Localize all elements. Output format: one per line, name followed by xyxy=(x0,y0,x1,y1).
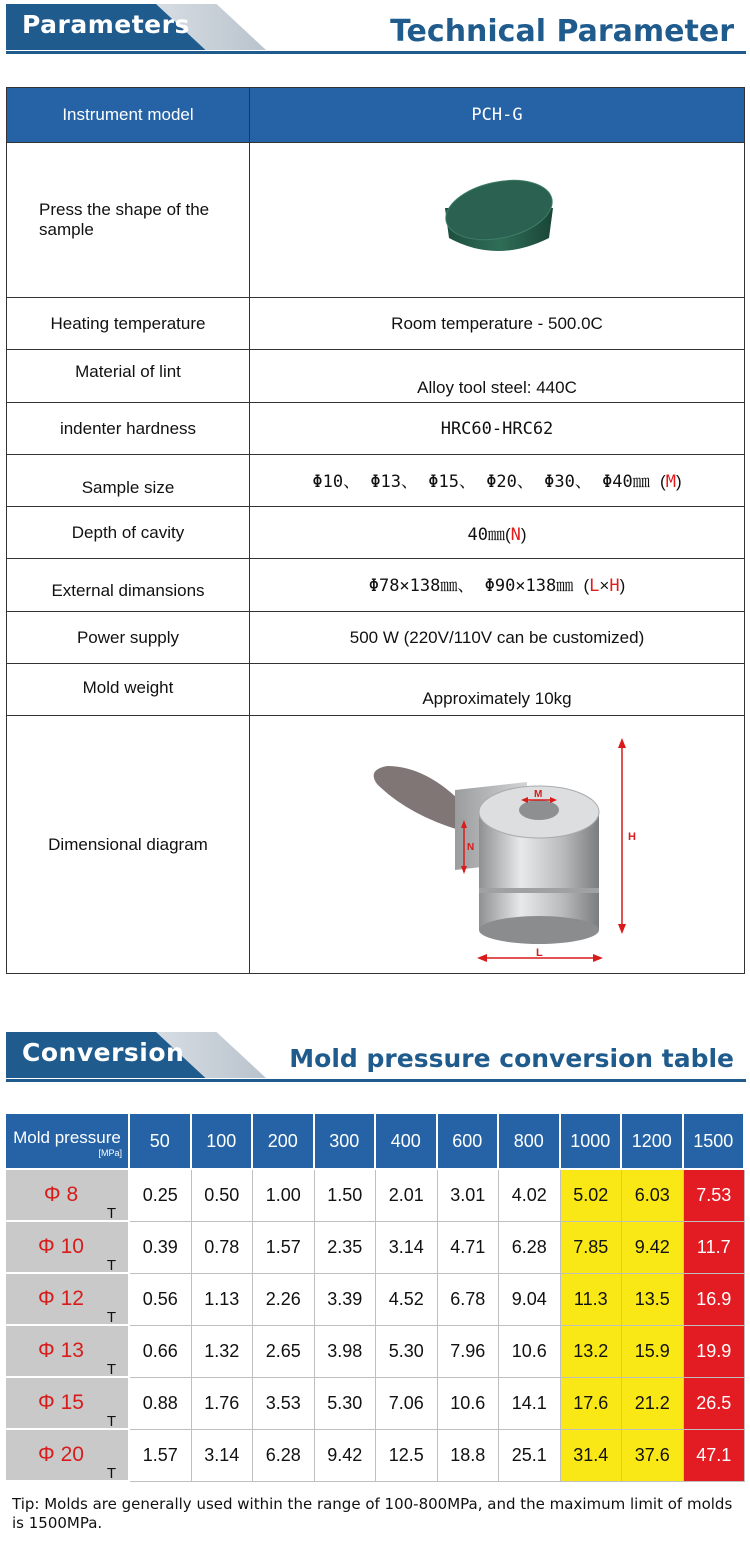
sample-size-label xyxy=(7,455,250,507)
tonnage-value: 2.01 xyxy=(376,1170,438,1222)
table-row xyxy=(6,1222,745,1274)
external-text: Φ78×138㎜、 Φ90×138㎜ xyxy=(368,576,584,596)
parameter-table xyxy=(6,87,745,974)
tonnage-value: 12.5 xyxy=(376,1430,438,1482)
conversion-body xyxy=(6,1170,745,1482)
pressure-header: 200 xyxy=(253,1114,315,1170)
table-row xyxy=(7,559,745,612)
sample-size-value xyxy=(250,455,745,507)
tonnage-value: 4.02 xyxy=(499,1170,561,1222)
external-label xyxy=(7,559,250,612)
pressure-header: 600 xyxy=(438,1114,500,1170)
depth-text: 40㎜ xyxy=(467,525,505,545)
section-rule xyxy=(6,1079,746,1082)
section-title: Mold pressure conversion table xyxy=(289,1044,734,1073)
tonnage-value: 31.4 xyxy=(561,1430,623,1482)
tonnage-unit: T xyxy=(106,1361,116,1378)
shape-label xyxy=(7,143,250,298)
sample-size-code: M xyxy=(665,472,676,492)
tonnage-value: 0.25 xyxy=(130,1170,192,1222)
table-row xyxy=(7,350,745,403)
conversion-table xyxy=(6,1114,745,1482)
diameter-cell xyxy=(6,1274,130,1326)
depth-label: Depth of cavity xyxy=(7,507,250,559)
tonnage-unit: T xyxy=(106,1257,116,1274)
table-row xyxy=(6,1170,745,1222)
tonnage-value: 4.71 xyxy=(438,1222,500,1274)
tonnage-value: 14.1 xyxy=(499,1378,561,1430)
section-title: Technical Parameter xyxy=(390,14,734,49)
weight-value xyxy=(250,664,745,716)
table-row xyxy=(7,143,745,298)
tonnage-unit: T xyxy=(106,1413,116,1430)
table-row xyxy=(7,403,745,455)
depth-code: N xyxy=(510,525,521,545)
table-row xyxy=(6,1378,745,1430)
tonnage-value: 1.57 xyxy=(253,1222,315,1274)
diameter-label: Φ 8 xyxy=(43,1183,79,1206)
tonnage-value: 0.39 xyxy=(130,1222,192,1274)
tonnage-value: 1.00 xyxy=(253,1170,315,1222)
tonnage-value: 1.76 xyxy=(192,1378,254,1430)
power-label: Power supply xyxy=(7,612,250,664)
sample-size-paren-open: ( xyxy=(660,472,666,491)
table-row xyxy=(6,1274,745,1326)
table-row xyxy=(7,612,745,664)
tonnage-value: 6.78 xyxy=(438,1274,500,1326)
tonnage-value: 17.6 xyxy=(561,1378,623,1430)
corner-cell xyxy=(6,1114,130,1170)
diameter-label: Φ 10 xyxy=(38,1235,84,1258)
tonnage-value: 13.2 xyxy=(561,1326,623,1378)
external-code-h: H xyxy=(609,576,620,596)
hardness-label: indenter hardness xyxy=(7,403,250,455)
tonnage-value: 6.28 xyxy=(253,1430,315,1482)
tonnage-value: 1.50 xyxy=(315,1170,377,1222)
diameter-label: Φ 12 xyxy=(38,1287,84,1310)
tonnage-value: 3.01 xyxy=(438,1170,500,1222)
dim-m-label: M xyxy=(534,789,543,800)
tonnage-value: 2.35 xyxy=(315,1222,377,1274)
dim-n-label: N xyxy=(467,842,475,853)
tonnage-value: 13.5 xyxy=(622,1274,684,1326)
heating-value: Room temperature - 500.0C xyxy=(250,298,745,350)
material-label-text: Material of lint xyxy=(75,362,181,381)
pressure-header: 1200 xyxy=(622,1114,684,1170)
table-row xyxy=(6,1430,745,1482)
weight-label xyxy=(7,664,250,716)
shape-label-text: Press the shape of the sample xyxy=(39,200,210,239)
pressure-header: 800 xyxy=(499,1114,561,1170)
instrument-model-value: PCH-G xyxy=(250,88,745,143)
tonnage-value: 26.5 xyxy=(684,1378,746,1430)
section-tab-label: Conversion xyxy=(22,1038,185,1067)
tonnage-value: 1.32 xyxy=(192,1326,254,1378)
tonnage-value: 1.57 xyxy=(130,1430,192,1482)
dim-h-label: H xyxy=(628,831,636,843)
tip-text: Tip: Molds are generally used within the range of 100-800MPa, and the maximum limit of molds is 1500MPa. xyxy=(12,1495,733,1532)
tonnage-value: 37.6 xyxy=(622,1430,684,1482)
table-row xyxy=(7,507,745,559)
diameter-label: Φ 13 xyxy=(38,1339,84,1362)
diameter-cell xyxy=(6,1430,130,1482)
tonnage-value: 0.78 xyxy=(192,1222,254,1274)
diameter-label: Φ 20 xyxy=(38,1443,84,1466)
parameters-section-header xyxy=(6,0,746,56)
external-value xyxy=(250,559,745,612)
handle-shape xyxy=(374,766,465,830)
tonnage-value: 7.53 xyxy=(684,1170,746,1222)
external-code-l: L xyxy=(589,576,600,596)
table-row xyxy=(7,298,745,350)
tonnage-value: 9.42 xyxy=(315,1430,377,1482)
corner-unit: [MPa] xyxy=(98,1148,122,1158)
tonnage-value: 0.88 xyxy=(130,1378,192,1430)
tonnage-value: 7.96 xyxy=(438,1326,500,1378)
tonnage-value: 2.26 xyxy=(253,1274,315,1326)
tonnage-value: 1.13 xyxy=(192,1274,254,1326)
sample-size-text: Φ10、 Φ13、 Φ15、 Φ20、 Φ30、 Φ40㎜ xyxy=(312,472,661,492)
conversion-section-header xyxy=(6,1028,746,1084)
tonnage-value: 10.6 xyxy=(499,1326,561,1378)
tonnage-value: 11.3 xyxy=(561,1274,623,1326)
external-times: × xyxy=(599,576,610,595)
external-paren-close: ) xyxy=(619,576,626,595)
sample-size-label-text: Sample size xyxy=(81,478,175,497)
tonnage-unit: T xyxy=(106,1309,116,1326)
tonnage-value: 0.50 xyxy=(192,1170,254,1222)
tonnage-unit: T xyxy=(106,1465,116,1482)
weight-label-text: Mold weight xyxy=(82,678,174,697)
diameter-label: Φ 15 xyxy=(38,1391,84,1414)
tonnage-value: 0.66 xyxy=(130,1326,192,1378)
section-rule xyxy=(6,51,746,54)
mold-diagram-image xyxy=(347,722,647,962)
dim-l-label: L xyxy=(536,947,543,959)
conversion-header-row xyxy=(6,1114,745,1170)
tonnage-value: 9.04 xyxy=(499,1274,561,1326)
diameter-cell xyxy=(6,1222,130,1274)
tonnage-value: 25.1 xyxy=(499,1430,561,1482)
tonnage-value: 18.8 xyxy=(438,1430,500,1482)
external-label-text: External dimansions xyxy=(51,581,205,600)
pressure-header: 100 xyxy=(192,1114,254,1170)
tonnage-value: 3.39 xyxy=(315,1274,377,1326)
sample-size-paren-close: ) xyxy=(675,472,682,491)
tonnage-value: 5.30 xyxy=(315,1378,377,1430)
depth-value xyxy=(250,507,745,559)
diameter-cell xyxy=(6,1378,130,1430)
table-row xyxy=(7,716,745,974)
tonnage-value: 47.1 xyxy=(684,1430,746,1482)
tonnage-value: 16.9 xyxy=(684,1274,746,1326)
power-value: 500 W (220V/110V can be customized) xyxy=(250,612,745,664)
tonnage-unit: T xyxy=(106,1205,116,1222)
table-row xyxy=(6,1326,745,1378)
tonnage-value: 5.02 xyxy=(561,1170,623,1222)
tonnage-value: 6.28 xyxy=(499,1222,561,1274)
material-value-text: Alloy tool steel: 440C xyxy=(417,378,577,397)
table-row xyxy=(7,664,745,716)
pressure-header: 50 xyxy=(130,1114,192,1170)
diagram-label: Dimensional diagram xyxy=(7,716,250,974)
tonnage-value: 3.14 xyxy=(192,1430,254,1482)
depth-paren-open: ( xyxy=(504,525,511,544)
heating-label: Heating temperature xyxy=(7,298,250,350)
material-value xyxy=(250,350,745,403)
tonnage-value: 19.9 xyxy=(684,1326,746,1378)
external-paren-open: ( xyxy=(583,576,590,595)
tonnage-value: 5.30 xyxy=(376,1326,438,1378)
pressure-header: 400 xyxy=(376,1114,438,1170)
tonnage-value: 0.56 xyxy=(130,1274,192,1326)
tonnage-value: 11.7 xyxy=(684,1222,746,1274)
weight-value-text: Approximately 10kg xyxy=(422,689,572,708)
tonnage-value: 3.53 xyxy=(253,1378,315,1430)
tonnage-value: 2.65 xyxy=(253,1326,315,1378)
tonnage-value: 6.03 xyxy=(622,1170,684,1222)
dimensional-diagram xyxy=(250,716,745,974)
section-tab-label: Parameters xyxy=(22,10,190,39)
sample-shape-image xyxy=(250,143,745,298)
tonnage-value: 7.06 xyxy=(376,1378,438,1430)
tonnage-value: 15.9 xyxy=(622,1326,684,1378)
diameter-cell xyxy=(6,1170,130,1222)
tonnage-value: 3.14 xyxy=(376,1222,438,1274)
tonnage-value: 10.6 xyxy=(438,1378,500,1430)
hardness-value: HRC60-HRC62 xyxy=(250,403,745,455)
corner-label: Mold pressure xyxy=(13,1128,121,1147)
pressure-header: 1000 xyxy=(561,1114,623,1170)
material-label xyxy=(7,350,250,403)
diameter-cell xyxy=(6,1326,130,1378)
tonnage-value: 9.42 xyxy=(622,1222,684,1274)
tonnage-value: 7.85 xyxy=(561,1222,623,1274)
sample-disc-icon xyxy=(427,168,567,268)
pressure-header: 300 xyxy=(315,1114,377,1170)
instrument-model-label: Instrument model xyxy=(7,88,250,143)
tonnage-value: 4.52 xyxy=(376,1274,438,1326)
mold-cavity xyxy=(519,800,559,820)
table-header-row xyxy=(7,88,745,143)
depth-paren-close: ) xyxy=(520,525,527,544)
tonnage-value: 21.2 xyxy=(622,1378,684,1430)
pressure-header: 1500 xyxy=(684,1114,746,1170)
table-row xyxy=(7,455,745,507)
tonnage-value: 3.98 xyxy=(315,1326,377,1378)
